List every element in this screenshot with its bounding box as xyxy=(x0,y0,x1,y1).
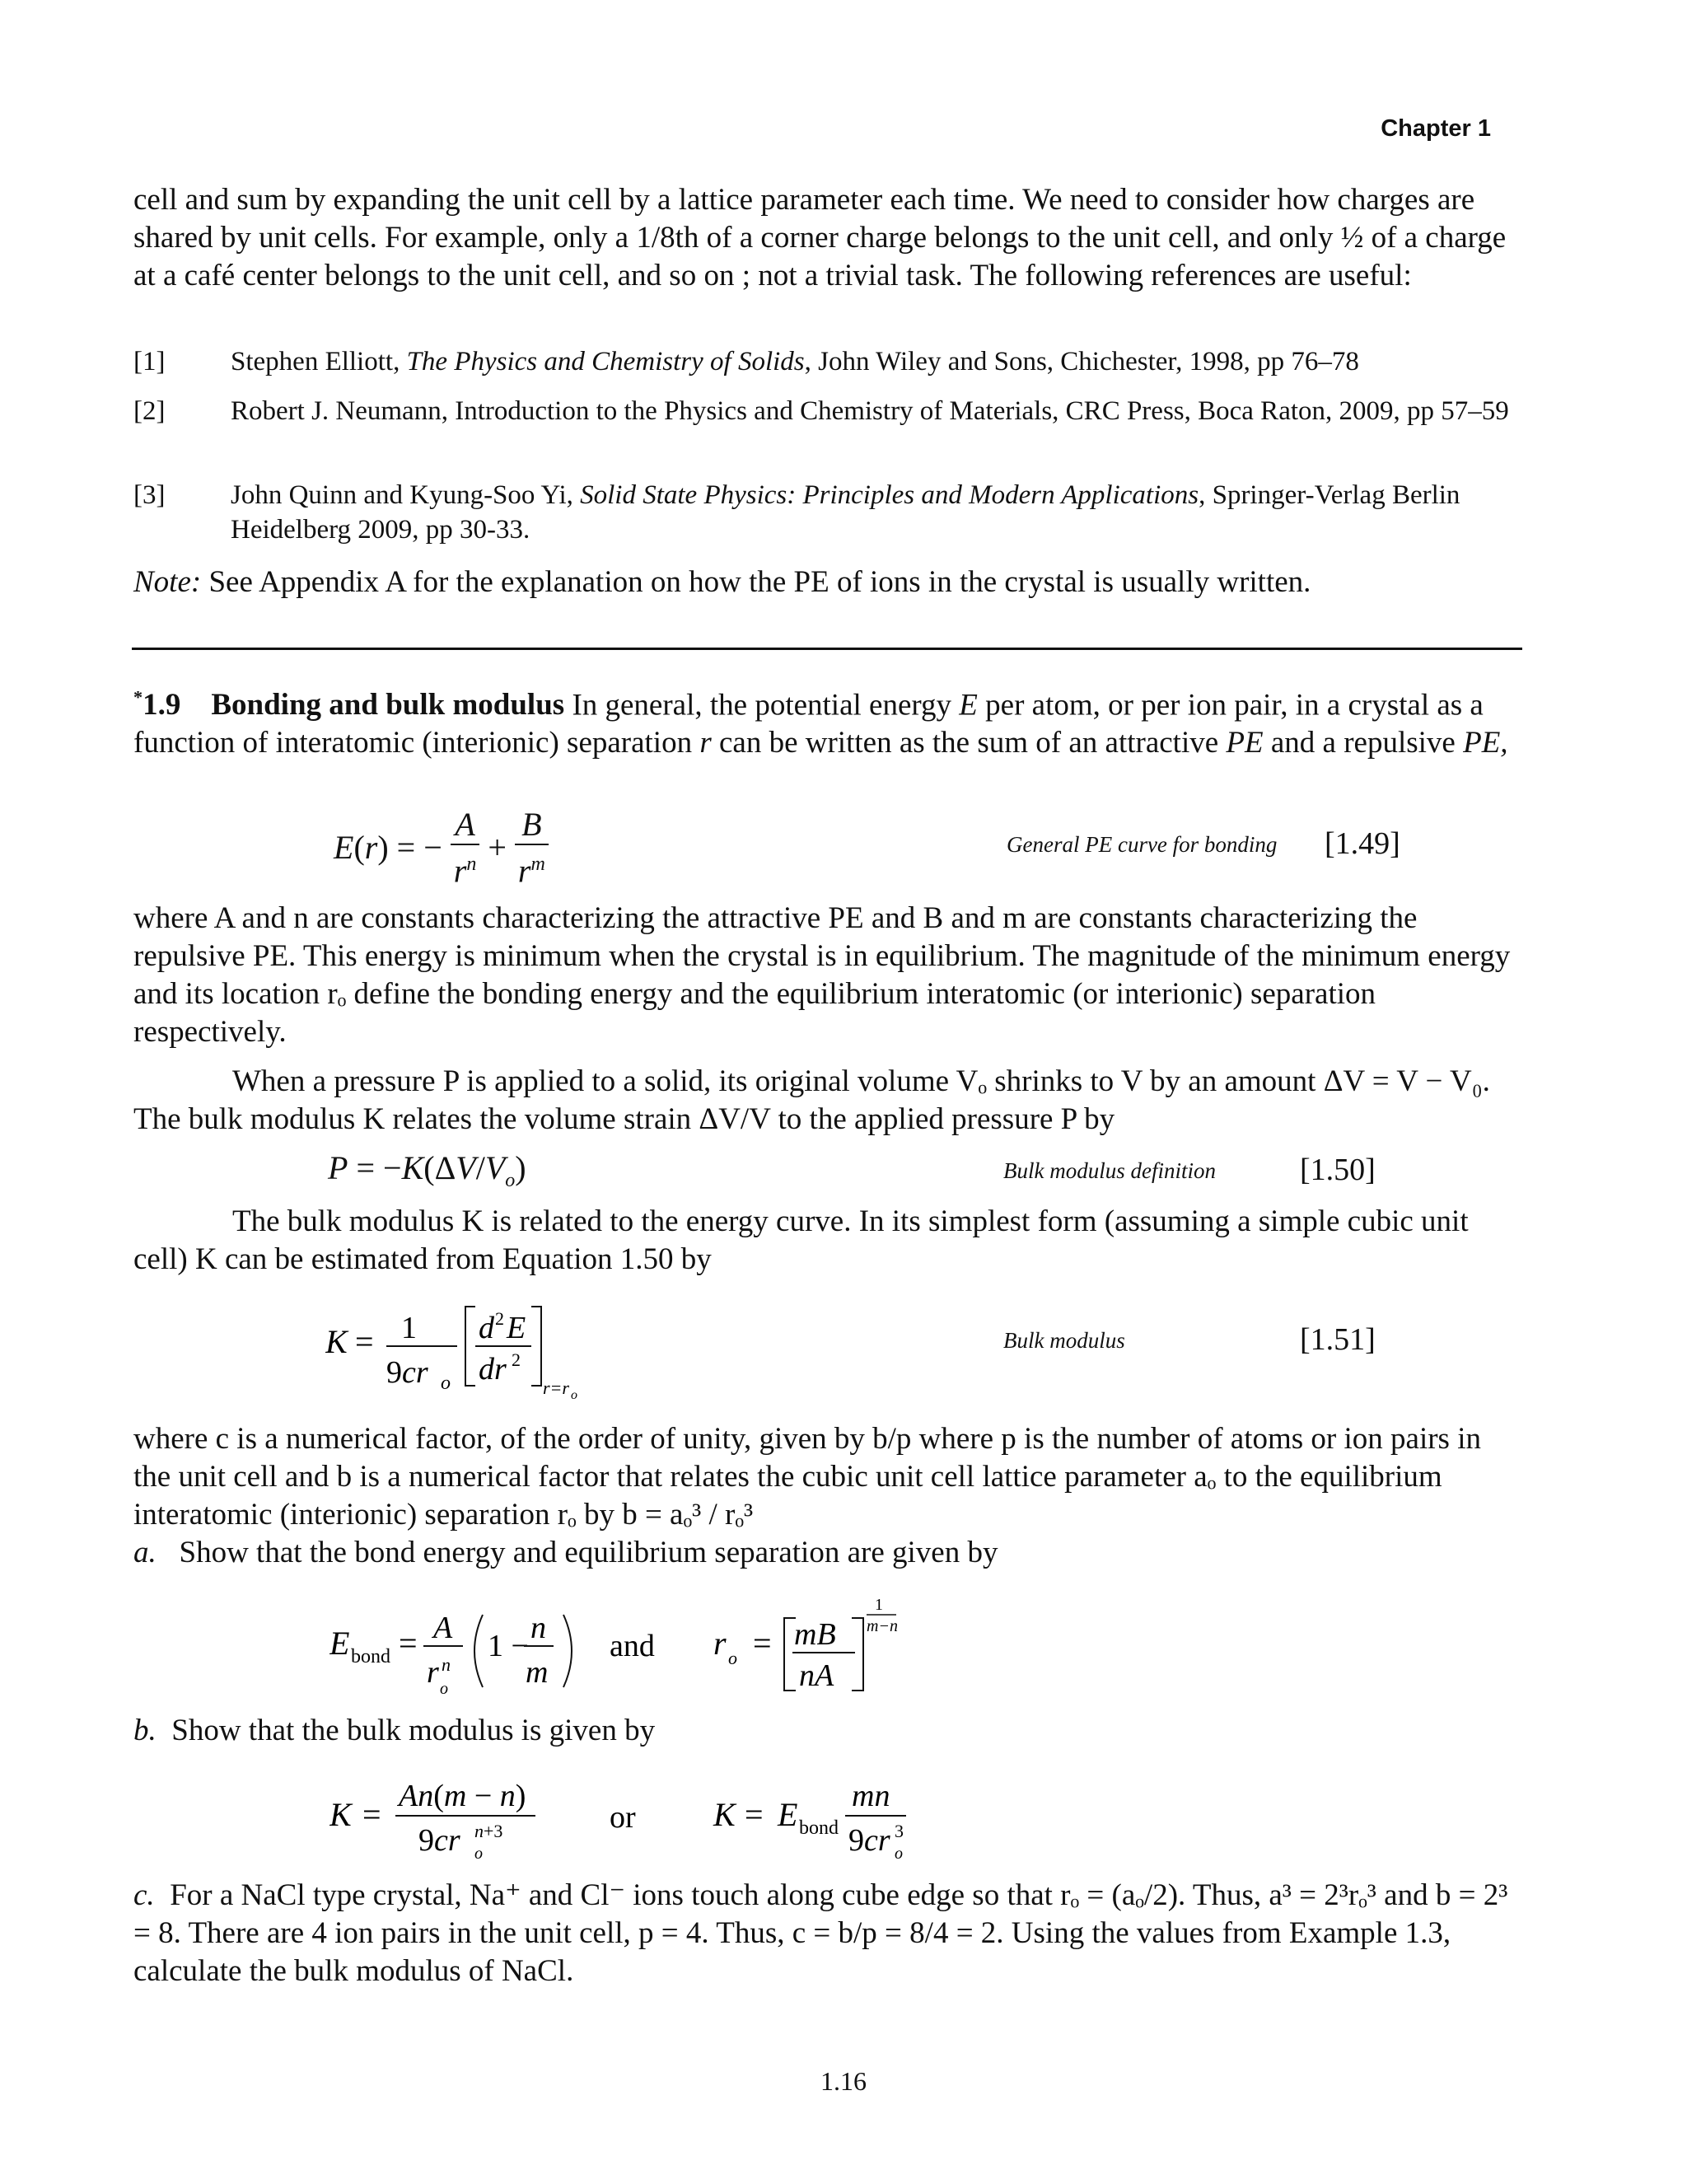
note-line xyxy=(133,564,1517,601)
svg-text:o: o xyxy=(571,1388,577,1402)
svg-text:K: K xyxy=(325,1323,348,1360)
svg-text:n: n xyxy=(442,1654,451,1675)
svg-text:K: K xyxy=(329,1796,352,1833)
equations-part-a xyxy=(329,1588,923,1720)
svg-text:d: d xyxy=(479,1311,494,1345)
reference-number: [3] xyxy=(133,480,166,510)
reference-number: [2] xyxy=(133,396,166,426)
reference-3: [3] John Quinn and Kyung-Soo Yi, Solid State Physics: Principles and Modern Applications, Springer-Verlag Berlin Heidelberg 2009, pp 30-33. xyxy=(133,478,1517,547)
equation-number: [1.50] xyxy=(1300,1153,1376,1187)
reference-2: [2] Robert J. Neumann, Introduction to the Physics and Chemistry of Materials, CRC Press, Boca Raton, 2009, pp 57–59 xyxy=(133,394,1517,428)
svg-text:E: E xyxy=(778,1796,798,1833)
part-b: b. Show that the bulk modulus is given by xyxy=(133,1714,656,1747)
and-word: and xyxy=(610,1629,655,1663)
svg-text:r=r: r=r xyxy=(543,1377,569,1398)
section-intro: *1.9 Bonding and bulk modulus In general, the potential energy E per atom, or per ion pair, in a crystal as a function of interatomic (interionic) separation r can be written as the sum of an attractive PE and a repulsive PE, xyxy=(133,687,1508,760)
svg-text:nA: nA xyxy=(799,1658,834,1693)
svg-text:o: o xyxy=(440,1680,448,1698)
equation-number: [1.51] xyxy=(1300,1322,1376,1357)
reference-number: [1] xyxy=(133,347,166,376)
equation-label: Bulk modulus xyxy=(1003,1328,1125,1353)
svg-text:9cr: 9cr xyxy=(386,1355,428,1390)
svg-text:A: A xyxy=(433,1611,453,1645)
equation-1-50: $P = -K(\Delta V/V_o)$ xyxy=(328,1149,526,1191)
svg-text:=: = xyxy=(399,1625,418,1662)
section-title: Bonding and bulk modulus xyxy=(211,688,565,723)
svg-text:1 −: 1 − xyxy=(488,1629,529,1663)
svg-text:=: = xyxy=(355,1323,374,1360)
star-marker: * xyxy=(133,687,143,708)
svg-text:r: r xyxy=(713,1625,727,1662)
equation-1-49: E(r) = − $\frac{A}{r^n}$ + $\frac{B}{r^m}$ xyxy=(334,806,549,890)
svg-text:An(m − n): An(m − n) xyxy=(399,1779,526,1813)
svg-text:E: E xyxy=(507,1311,526,1345)
equation-label: General PE curve for bonding xyxy=(1007,832,1278,857)
svg-text:bond: bond xyxy=(799,1817,839,1839)
svg-text:m−n: m−n xyxy=(867,1617,898,1635)
part-label: a. xyxy=(133,1536,157,1569)
note-label: Note: xyxy=(133,565,202,599)
svg-text:K: K xyxy=(713,1796,736,1833)
intro-paragraph: cell and sum by expanding the unit cell by a lattice parameter each time. We need to consider how charges are shared by unit cells. For example, only a 1/8th of a corner charge belongs to the unit cell, and only ½ of a charge at a café center belongs to the unit cell, and so on ; not a trivial task. The following references are useful: xyxy=(133,183,1507,292)
equation-label: Bulk modulus definition xyxy=(1003,1158,1216,1183)
svg-text:E: E xyxy=(329,1625,350,1662)
equations-part-b xyxy=(329,1761,923,1877)
svg-text:=: = xyxy=(753,1625,772,1662)
svg-text:o: o xyxy=(728,1648,737,1668)
svg-text:mn: mn xyxy=(852,1779,890,1813)
svg-text:=: = xyxy=(362,1796,381,1833)
svg-text:2: 2 xyxy=(512,1349,521,1370)
part-c: c. For a NaCl type crystal, Na⁺ and Cl⁻ ions touch along cube edge so that rₒ = (aₒ/2). Thus, a³ = 2³rₒ³ and b = 2³ = 8. There are 4 ion pairs in the unit cell, p = 4. Thus, c = b/p = 8/4 = 2. Using the values from Example 1.3, calculate the bulk modulus of NaCl. xyxy=(133,1878,1508,1988)
svg-text:o: o xyxy=(895,1845,903,1863)
reference-title: Solid State Physics: Principles and Modern Applications xyxy=(580,480,1199,510)
svg-text:n+3: n+3 xyxy=(474,1821,503,1841)
reference-title: The Physics and Chemistry of Solids xyxy=(406,347,805,376)
svg-text:9cr: 9cr xyxy=(848,1823,890,1858)
svg-text:o: o xyxy=(441,1373,451,1394)
or-word: or xyxy=(610,1800,636,1835)
section-number: 1.9 xyxy=(143,688,181,723)
svg-text:1: 1 xyxy=(401,1311,417,1345)
svg-text:n: n xyxy=(530,1611,546,1645)
reference-1: [1] Stephen Elliott, The Physics and Chemistry of Solids, John Wiley and Sons, Chichester, 1998, pp 76–78 xyxy=(133,344,1517,379)
related-paragraph: The bulk modulus K is related to the energy curve. In its simplest form (assuming a simple cubic unit cell) K can be estimated from Equation 1.50 by xyxy=(133,1204,1469,1276)
svg-text:m: m xyxy=(526,1655,549,1690)
svg-text:r: r xyxy=(427,1655,439,1690)
section-divider xyxy=(132,648,1522,650)
svg-text:=: = xyxy=(745,1796,764,1833)
svg-text:2: 2 xyxy=(495,1308,504,1329)
pressure-paragraph: When a pressure P is applied to a solid, its original volume Vₒ shrinks to V by an amount ΔV = V − V₀. The bulk modulus K relates the volume strain ΔV/V to the applied pressure P by xyxy=(133,1064,1490,1136)
part-label: b. xyxy=(133,1714,157,1747)
note-text: See Appendix A for the explanation on how the PE of ions in the crystal is usually written. xyxy=(201,565,1311,599)
where-paragraph-2: where c is a numerical factor, of the order of unity, given by b/p where p is the number of atoms or ion pairs in the unit cell and b is a numerical factor that relates the cubic unit cell lattice parameter aₒ to the equilibrium interatomic (interionic) separation rₒ by b = aₒ³ / rₒ³ xyxy=(133,1422,1481,1532)
svg-text:mB: mB xyxy=(794,1617,836,1652)
where-paragraph-1: where A and n are constants characterizing the attractive PE and B and m are constants characterizing the repulsive PE. This energy is minimum when the crystal is in equilibrium. The magnitude of the minimum energy and its location rₒ define the bonding energy and the equilibrium interatomic (or interionic) separation respectively. xyxy=(133,901,1511,1049)
svg-text:1: 1 xyxy=(875,1596,883,1614)
svg-text:3: 3 xyxy=(895,1821,904,1841)
svg-text:9cr: 9cr xyxy=(418,1823,460,1858)
svg-text:dr: dr xyxy=(479,1352,507,1387)
equation-1-51 xyxy=(325,1292,622,1415)
part-label: c. xyxy=(133,1878,155,1912)
svg-text:o: o xyxy=(474,1845,483,1863)
page-number: 1.16 xyxy=(820,2066,867,2096)
equation-number: [1.49] xyxy=(1325,826,1400,861)
part-a: a. Show that the bond energy and equilibrium separation are given by xyxy=(133,1536,998,1569)
chapter-header: Chapter 1 xyxy=(1381,115,1491,142)
svg-text:bond: bond xyxy=(351,1646,390,1667)
